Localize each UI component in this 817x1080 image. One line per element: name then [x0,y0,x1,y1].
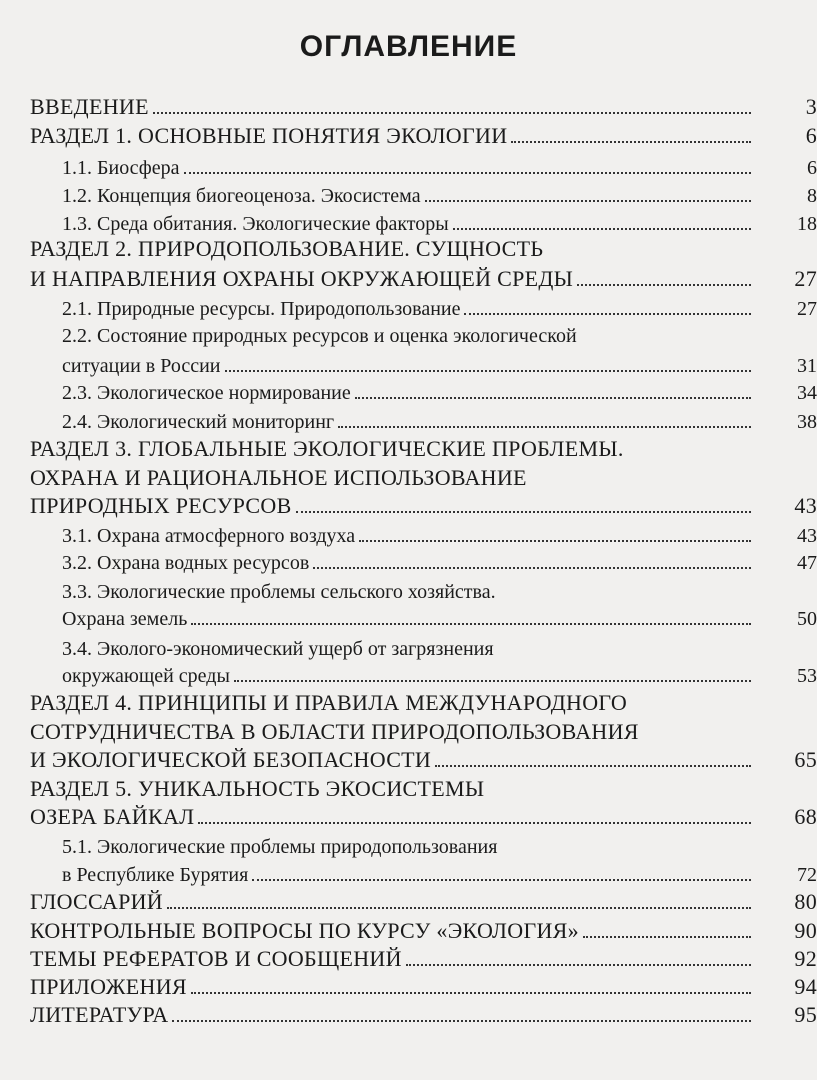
toc-entry-title: 2.2. Состояние природных ресурсов и оценка экологической [62,325,577,347]
toc-entry [0,631,817,659]
toc-page-number: 6 [807,157,817,179]
toc-entry-title: РАЗДЕЛ 5. УНИКАЛЬНОСТЬ ЭКОСИСТЕМЫ [30,776,485,801]
toc-entry [0,998,817,1026]
toc-entry [0,743,817,771]
toc-entry [0,914,817,942]
dot-leader [225,369,751,372]
dot-leader [296,510,751,513]
toc-page-number: 18 [797,213,817,235]
dot-leader [453,227,751,230]
toc-entry-title: ГЛОССАРИЙ [30,889,163,914]
toc-entry [0,658,817,686]
dot-leader [198,821,751,824]
toc-entry [0,857,817,885]
toc-page-number: 43 [794,493,817,518]
toc-page-number: 95 [794,1002,817,1027]
toc-entry [0,119,817,147]
dot-leader [191,991,751,994]
dot-leader [577,283,751,286]
dot-leader [406,963,751,966]
toc-entry-title: 3.2. Охрана водных ресурсов [62,552,310,574]
toc-entry [0,150,817,178]
dot-leader [234,679,751,682]
toc-entry [0,601,817,629]
toc-entry [0,800,817,828]
dot-leader [435,764,751,767]
toc-entry-title: 1.1. Биосфера [62,157,180,179]
toc-entry-title: 5.1. Экологические проблемы природопользования [62,836,498,858]
page-title: ОГЛАВЛЕНИЕ [299,30,518,63]
dot-leader [172,1019,751,1022]
toc-entry-title: ТЕМЫ РЕФЕРАТОВ И СООБЩЕНИЙ [30,946,402,971]
toc-entry [0,348,817,376]
toc-page-number: 38 [797,411,817,433]
toc-entry [0,291,817,319]
toc-entry [0,829,817,857]
toc-page-number: 90 [794,918,817,943]
toc-entry-title: ОХРАНА И РАЦИОНАЛЬНОЕ ИСПОЛЬЗОВАНИЕ [30,465,527,490]
toc-entry-title: СОТРУДНИЧЕСТВА В ОБЛАСТИ ПРИРОДОПОЛЬЗОВАНИЯ [30,719,639,744]
toc-entry [0,518,817,546]
toc-page-number: 27 [797,298,817,320]
toc-page-number: 80 [794,889,817,914]
toc-entry-title: КОНТРОЛЬНЫЕ ВОПРОСЫ ПО КУРСУ «ЭКОЛОГИЯ» [30,918,579,943]
toc-entry-title: РАЗДЕЛ 2. ПРИРОДОПОЛЬЗОВАНИЕ. СУЩНОСТЬ [30,236,544,261]
toc-entry [0,178,817,206]
dot-leader [191,622,751,625]
toc-entry [0,885,817,913]
toc-page-number: 68 [794,804,817,829]
toc-entry-title: И ЭКОЛОГИЧЕСКОЙ БЕЗОПАСНОСТИ [30,747,432,772]
toc-entry-title: И НАПРАВЛЕНИЯ ОХРАНЫ ОКРУЖАЮЩЕЙ СРЕДЫ [30,266,574,291]
toc-page-number: 53 [797,665,817,687]
toc-entry-title: Охрана земель [62,608,188,630]
toc-entry [0,206,817,234]
toc-entry [0,318,817,346]
dot-leader [511,140,751,143]
toc-entry-title: ПРИЛОЖЕНИЯ [30,974,187,999]
toc-page-number: 27 [794,266,817,291]
toc-entry [0,262,817,290]
toc-entry-title: 2.4. Экологический мониторинг [62,411,335,433]
toc-entry-title: РАЗДЕЛ 1. ОСНОВНЫЕ ПОНЯТИЯ ЭКОЛОГИИ [30,123,508,148]
toc-page-number: 34 [797,382,817,404]
toc-page-number: 65 [794,747,817,772]
toc-page-number: 92 [794,946,817,971]
toc-entry-title: ОЗЕРА БАЙКАЛ [30,804,195,829]
toc-entry [0,489,817,517]
toc-entry [0,232,817,260]
toc-entry [0,545,817,573]
toc-page-number: 8 [807,185,817,207]
toc-entry-title: в Республике Бурятия [62,864,249,886]
toc-entry [0,90,817,118]
toc-page-number: 47 [797,552,817,574]
toc-entry-title: 2.1. Природные ресурсы. Природопользование [62,298,461,320]
toc-page-number: 94 [794,974,817,999]
toc-page-number: 50 [797,608,817,630]
toc-entry [0,574,817,602]
dot-leader [355,396,751,399]
toc-entry [0,715,817,743]
dot-leader [359,539,751,542]
dot-leader [167,906,751,909]
dot-leader [153,111,751,114]
toc-entry-title: РАЗДЕЛ 3. ГЛОБАЛЬНЫЕ ЭКОЛОГИЧЕСКИЕ ПРОБЛЕМЫ. [30,436,624,461]
toc-entry [0,404,817,432]
toc-entry-title: ЛИТЕРАТУРА [30,1002,169,1027]
toc-entry-title: 1.2. Концепция биогеоценоза. Экосистема [62,185,421,207]
toc-entry [0,461,817,489]
toc-entry [0,686,817,714]
toc-entry-title: 3.1. Охрана атмосферного воздуха [62,525,356,547]
toc-entry-title: ВВЕДЕНИЕ [30,94,149,119]
dot-leader [184,171,751,174]
toc-entry [0,432,817,460]
dot-leader [464,312,751,315]
dot-leader [425,199,751,202]
toc-entry-title: 2.3. Экологическое нормирование [62,382,351,404]
toc-entry-title: 3.4. Эколого-экономический ущерб от загрязнения [62,638,494,660]
dot-leader [313,566,751,569]
toc-page-number: 72 [797,864,817,886]
toc-entry [0,375,817,403]
toc-entry-title: РАЗДЕЛ 4. ПРИНЦИПЫ И ПРАВИЛА МЕЖДУНАРОДНОГО [30,690,628,715]
toc-entry [0,942,817,970]
toc-page-number: 31 [797,355,817,377]
toc-entry-title: окружающей среды [62,665,230,687]
toc-entry-title: 3.3. Экологические проблемы сельского хозяйства. [62,581,496,603]
dot-leader [583,935,751,938]
dot-leader [252,878,751,881]
toc-entry-title: ПРИРОДНЫХ РЕСУРСОВ [30,493,292,518]
toc-entry [0,970,817,998]
toc-entry [0,772,817,800]
toc-page-number: 6 [805,123,817,148]
toc-page-number: 43 [797,525,817,547]
dot-leader [338,425,751,428]
toc-entry-title: 1.3. Среда обитания. Экологические факторы [62,213,449,235]
toc-page-number: 3 [805,94,817,119]
toc-entry-title: ситуации в России [62,355,221,377]
